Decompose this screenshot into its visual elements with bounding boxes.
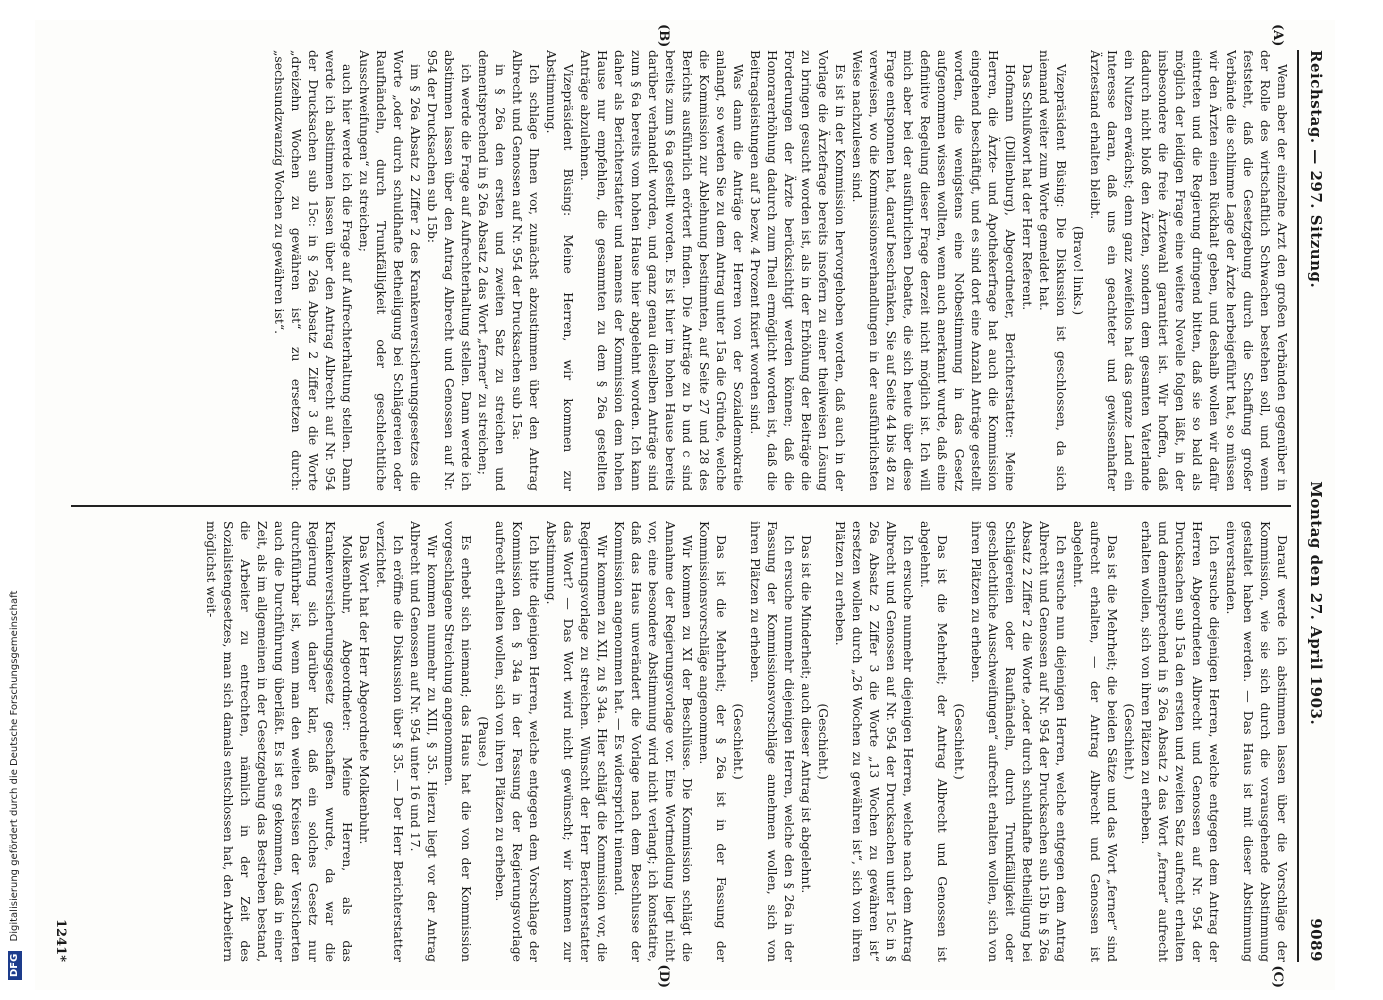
paragraph: Das ist die Minderheit; auch dieser Antrag ist abgelehnt. bbox=[799, 535, 814, 894]
paragraph: Ich ersuche diejenigen Herren, welche entgegen dem Antrag der Herren Abgeordneten Albrecht und Genossen auf Nr. 954 der Drucksachen sub 15a den ersten und zweiten Satz aufrecht erhalten und dementsprechend in § 26a Absatz 2 das Wort „ferner“ aufrecht erhalten wollen, sich von ihren Plätzen zu erheben. bbox=[1139, 521, 1222, 963]
rotated-sheet bbox=[35, 20, 1335, 990]
paragraph: (Bravo! links.) bbox=[1071, 225, 1086, 316]
paragraph: (Geschieht.) bbox=[731, 703, 746, 780]
paragraph: Ich ersuche nun diejenigen Herren, welche entgegen dem Antrag Albrecht und Genossen auf Nr. 954 der Drucksachen sub 15b in § 26a Absatz 2 Ziffer 2 die Worte „oder durch schuldhafte Betheiligung bei Schlägereien oder Raufhändeln, durch Trunkfälligkeit oder geschlechtliche Ausschweifungen“ aufrecht erhalten wollen, sich von ihren Plätzen zu erheben. bbox=[969, 521, 1069, 963]
text-columns bbox=[71, 24, 1291, 988]
paragraph: Ich bitte diejenigen Herren, welche entgegen dem Vorschlage der Kommission den § 34a in der Fassung der Regierungsvorlage aufrecht erhalten wollen, sich von ihren Plätzen zu erheben. bbox=[493, 521, 542, 963]
digitization-credit bbox=[4, 100, 26, 980]
paragraph: Vizepräsident Büsing: Die Diskussion ist geschlossen, da sich niemand weiter zum Worte gemeldet hat. bbox=[1037, 50, 1069, 492]
paragraph: Es ist in der Kommission hervorgehoben worden, daß auch in der Vorlage die Ärztefrage bereits insofern zu einer theilweisen Lösung zu bringen gesucht worden ist, als in der Erhöhung der Beiträge die Forderungen der Ärzte berücksichtigt werden können; daß die Honorarerhöhung dadurch zum Theil ermöglicht worden ist, daß die Beitragsleistungen auf 3 bezw. 4 Prozent fixiert worden sind. bbox=[748, 50, 848, 492]
paragraph: in § 26a den ersten und zweiten Satz zu streichen und dementsprechend in § 26a Absatz 2 das Wort „ferner“ zu streichen; bbox=[476, 50, 508, 492]
page-header bbox=[1297, 50, 1325, 962]
paragraph: Wir kommen zu XII, zu § 34a. Hier schlägt die Kommission vor, die Regierungsvorlage zu streichen. Wünscht der Herr Berichterstatter das Wort? — Das Wort wird nicht gewünscht; wir kommen zur Abstimmung. bbox=[544, 521, 610, 963]
header-right: Montag den 27. April 1903. bbox=[1307, 481, 1325, 726]
paragraph: Das ist die Mehrheit; die beiden Sätze und das Wort „ferner“ sind aufrecht erhalten, — der Antrag Albrecht und Genossen ist abgelehnt. bbox=[1071, 521, 1120, 963]
paragraph: Was dann die Anträge der Herren von der Sozialdemokratie anlangt, so werden Sie zu dem Antrag unter 15a die Gründe, welche die Kommission zur Ablehnung bestimmten, auf Seite 27 und 28 des Berichts ausführlich erörtert finden. Die Anträge zu b und c sind bereits zum § 6a gestellt worden. Es ist hier im hohen Hause bereits darüber verhandelt worden, und ganz genau dieselben Anträge sind zum § 6a bereits vom hohen Hause hier abgelehnt worden. Ich kann daher als Berichterstatter und namens der Kommission dem hohen Hause nur empfehlen, die gesammten zu dem § 26a gestellten Anträge abzulehnen. bbox=[578, 50, 746, 492]
paragraph: Es erhebt sich niemand; das Haus hat die von der Kommission vorgeschlagene Streichung angenommen. bbox=[442, 521, 474, 963]
paragraph: (Geschieht.) bbox=[1122, 703, 1137, 780]
credit-text: Digitalisierung gefördert durch die Deutsche Forschungsgemeinschaft bbox=[9, 590, 20, 942]
paragraph: Das Wort hat der Herr Abgeordnete Molkenbuhr. bbox=[357, 535, 372, 845]
paragraph: Das ist die Mehrheit; der Antrag Albrecht und Genossen ist abgelehnt. bbox=[918, 521, 950, 963]
column-divider bbox=[71, 505, 1291, 507]
paragraph: Ich eröffne die Diskussion über § 35. — Der Herr Berichterstatter verzichtet. bbox=[374, 521, 406, 963]
paragraph: ich werde die Frage auf Aufrechterhaltung stellen. Dann werde ich abstimmen lassen über den Antrag Albrecht und Genossen auf Nr. 954 der Drucksachen sub 15b: bbox=[425, 50, 474, 492]
right-column bbox=[71, 521, 1291, 962]
scanned-page bbox=[35, 20, 1335, 990]
paragraph: Hofmann (Dillenburg), Abgeordneter, Berichterstatter: Meine Herren, die Ärzte- und Apothekerfrage hat auch die Kommission eingehend beschäftigt, und es sind dort eine Anzahl Anträge gestellt worden, die wenigstens eine Notbestimmung in das Gesetz aufgenommen wissen wollten, wenn auch anerkannt wurde, daß eine definitive Regelung dieser Frage derzeit nicht möglich ist. Ich will mich aber bei der ausführlichen Debatte, die sich heute über diese Frage entsponnen hat, darauf beschränken, Sie auf Seite 44 bis 48 zu verweisen, wo die Kommissionsverhandlungen in der ausführlichsten Weise nachzulesen sind. bbox=[850, 50, 1018, 492]
page-number: 9089 bbox=[1307, 918, 1325, 962]
paragraph: Wenn aber der einzelne Arzt den großen Verbänden gegenüber in der Rolle des wirtschaftlich Schwachen bestehen soll, und wenn feststeht, daß die Gesetzgebung durch die Schaffung großer Verbände die schlimme Lage der Ärzte herbeigeführt hat, so müssen wir den Ärzten einen Rückhalt geben, und deshalb wollen wir dafür eintreten und die Regierung dringend bitten, daß sie so bald als möglich der leidigen Frage eine weitere Novelle folgen läßt, in der insbesondere die freie Ärztewahl garantiert ist. Wir hoffen, daß dadurch nicht bloß den Ärzten, sondern dem gesamten Vaterlande ein Nutzen erwächst; denn ganz zweifellos hat das ganze Land ein Interesse daran, daß uns ein geachteter und gewissenhafter Ärztestand erhalten bleibt. bbox=[1088, 50, 1290, 492]
left-column bbox=[71, 50, 1291, 491]
paragraph: Vizepräsident Büsing: Meine Herren, wir kommen zur Abstimmung. bbox=[544, 50, 576, 492]
margin-marker-b: (B) bbox=[656, 24, 671, 48]
margin-marker-d: (D) bbox=[656, 964, 671, 988]
paragraph: auch hier werde ich die Frage auf Aufrechterhaltung stellen. Dann werde ich abstimmen lassen über den Antrag Albrecht auf Nr. 954 der Drucksachen sub 15c: in § 26a Absatz 2 Ziffer 3 die Worte „dreizehn Wochen zu gewähren ist“ zu ersetzen durch: „sechsundzwanzig Wochen zu gewähren ist“. bbox=[272, 50, 355, 492]
paragraph: Ich ersuche nunmehr diejenigen Herren, welche nach dem Antrag Albrecht und Genossen auf Nr. 954 der Drucksachen unter 15c in § 26a Absatz 2 Ziffer 3 die Worte „13 Wochen zu gewähren ist“ ersetzen wollen durch „26 Wochen zu gewähren ist“, sich von ihren Plätzen zu erheben. bbox=[833, 521, 916, 963]
dfg-logo: DFG bbox=[8, 951, 22, 980]
paragraph: (Pause.) bbox=[476, 716, 491, 767]
footer-code: 1241* bbox=[53, 919, 68, 962]
margin-marker-c: (C) bbox=[1270, 965, 1285, 988]
header-left: Reichstag. — 297. Sitzung. bbox=[1307, 50, 1325, 289]
paragraph: Ich ersuche nunmehr diejenigen Herren, welche den § 26a in der Fassung der Kommissionsvorschläge annehmen wollen, sich von ihren Plätzen zu erheben. bbox=[748, 521, 797, 963]
paragraph: im § 26a Absatz 2 Ziffer 2 des Krankenversicherungsgesetzes die Worte „oder durch schuldhafte Betheiligung bei Schlägereien oder Raufhändeln, durch Trunkfälligkeit oder geschlechtliche Ausschweifungen“ zu streichen; bbox=[357, 50, 423, 492]
paragraph: Wir kommen zu XI der Beschlüsse. Die Kommission schlägt die Annahme der Regierungsvorlage vor. Eine Wortmeldung liegt nicht vor, eine besondere Abstimmung wird nicht verlangt; ich konstatire, daß das Haus unverändert die Vorlage nach dem Beschlusse der Kommission angenommen hat. — Es widerspricht niemand. bbox=[612, 521, 695, 963]
paragraph: (Geschieht.) bbox=[952, 703, 967, 780]
paragraph: Molkenbuhr, Abgeordneter: Meine Herren, als das Krankenversicherungsgesetz geschaffen wurde, da war die Regierung sich darüber klar, daß ein solches Gesetz nur durchführbar ist, wenn man den weiten Kreisen der Versicherten auch die Durchführung überläßt. Es ist es gekommen, daß in einer Zeit, als im allgemeinen in der Gesetzgebung das Bestreben bestand, die Arbeiter zu entrechten, nämlich in der Zeit des Sozialistengesetzes, man sich damals entschlossen hat, den Arbeitern möglichst weit- bbox=[204, 521, 355, 963]
paragraph: Ich schlage Ihnen vor, zunächst abzustimmen über den Antrag Albrecht und Genossen auf Nr. 954 der Drucksachen sub 15a: bbox=[510, 50, 542, 492]
paragraph: (Geschieht.) bbox=[816, 703, 831, 780]
paragraph: Das ist die Mehrheit; der § 26a ist in der Fassung der Kommissionsvorschläge angenommen. bbox=[697, 521, 729, 963]
paragraph: Darauf werde ich abstimmen lassen über die Vorschläge der Kommission, wie sie sich durch die vorausgehende Abstimmung gestaltet haben werden. — Das Haus ist mit dieser Abstimmung einverstanden. bbox=[1224, 521, 1290, 963]
paragraph: Das Schlußwort hat der Herr Referent. bbox=[1020, 64, 1035, 311]
paragraph: Wir kommen nunmehr zu XIII, § 35. Hierzu liegt vor der Antrag Albrecht und Genossen auf Nr. 954 unter 16 und 17. bbox=[408, 521, 440, 963]
margin-marker-a: (A) bbox=[1270, 24, 1285, 47]
